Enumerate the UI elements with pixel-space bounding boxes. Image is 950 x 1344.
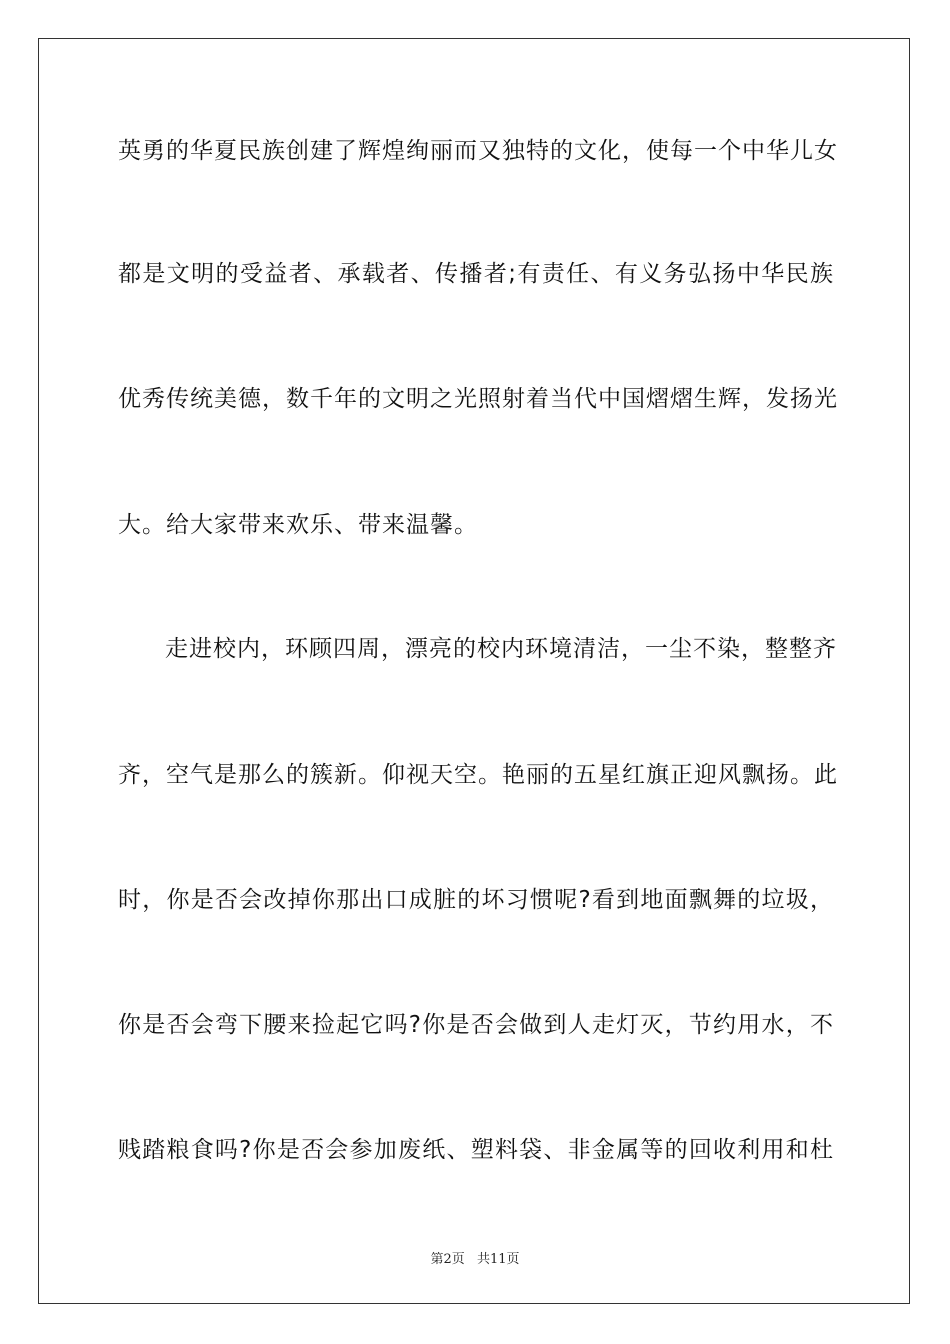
- text-line-6: 齐，空气是那么的簇新。仰视天空。艳丽的五星红旗正迎风飘扬。此: [118, 762, 838, 788]
- text-line-8: 你是否会弯下腰来捡起它吗?你是否会做到人走灯灭，节约用水，不: [118, 1012, 834, 1038]
- page-footer: [0, 1248, 950, 1267]
- page-border: [38, 38, 910, 1304]
- text-line-5: 走进校内，环顾四周，漂亮的校内环境清洁，一尘不染，整整齐: [165, 636, 837, 662]
- text-line-7: 时，你是否会改掉你那出口成脏的坏习惯呢?看到地面飘舞的垃圾，: [118, 887, 834, 913]
- text-line-1: 英勇的华夏民族创建了辉煌绚丽而又独特的文化，使每一个中华儿女: [118, 138, 838, 164]
- total-pages: 共11页: [476, 1252, 520, 1267]
- text-line-9: 贱踏粮食吗?你是否会参加废纸、塑料袋、非金属等的回收利用和杜: [118, 1137, 834, 1163]
- page-number: 第2页: [430, 1252, 465, 1267]
- text-line-4: 大。给大家带来欢乐、带来温馨。: [118, 512, 478, 538]
- text-line-3: 优秀传统美德，数千年的文明之光照射着当代中国熠熠生辉，发扬光: [118, 386, 838, 412]
- text-line-2: 都是文明的受益者、承载者、传播者;有责任、有义务弘扬中华民族: [118, 261, 834, 287]
